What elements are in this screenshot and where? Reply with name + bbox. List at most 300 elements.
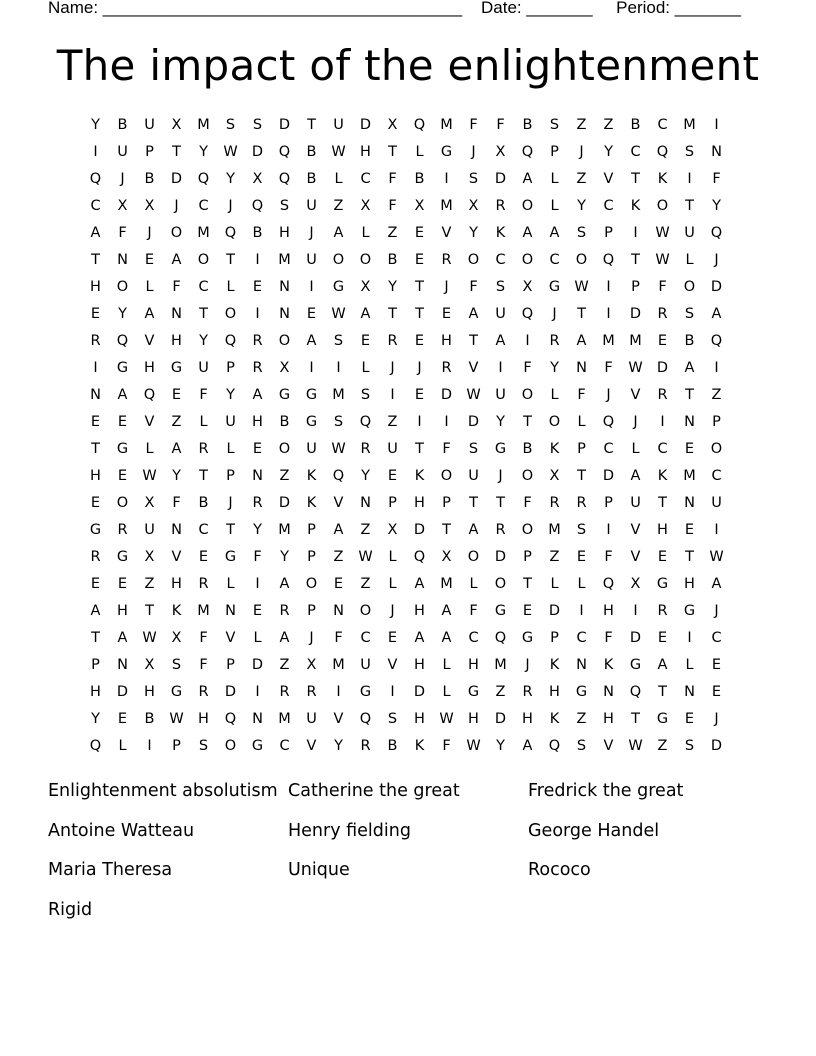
grid-letter[interactable]: E (252, 603, 263, 619)
grid-letter[interactable]: X (279, 360, 290, 376)
grid-letter[interactable]: F (496, 117, 505, 133)
grid-letter[interactable]: P (307, 549, 316, 565)
grid-letter[interactable]: Q (89, 171, 102, 187)
grid-letter[interactable]: C (90, 198, 101, 214)
grid-letter[interactable]: A (630, 468, 641, 484)
grid-letter[interactable]: G (629, 657, 642, 673)
grid-letter[interactable]: S (360, 387, 371, 403)
grid-letter[interactable]: T (523, 414, 532, 430)
grid-letter[interactable]: Y (334, 738, 343, 754)
grid-letter[interactable]: N (117, 657, 128, 673)
grid-letter[interactable]: A (171, 252, 182, 268)
grid-letter[interactable]: S (684, 738, 695, 754)
grid-letter[interactable]: T (91, 441, 100, 457)
grid-letter[interactable]: A (252, 387, 263, 403)
grid-letter[interactable]: F (334, 630, 343, 646)
grid-letter[interactable]: H (468, 711, 479, 727)
grid-letter[interactable]: K (603, 657, 614, 673)
grid-letter[interactable]: Q (521, 306, 534, 322)
grid-letter[interactable]: M (440, 198, 453, 214)
grid-letter[interactable]: U (684, 225, 695, 241)
grid-letter[interactable]: U (306, 711, 317, 727)
grid-letter[interactable]: W (331, 306, 346, 322)
grid-letter[interactable]: L (550, 171, 559, 187)
grid-letter[interactable]: V (603, 171, 614, 187)
grid-letter[interactable]: D (413, 684, 426, 700)
grid-letter[interactable]: Q (278, 171, 291, 187)
grid-letter[interactable]: C (711, 468, 722, 484)
grid-letter[interactable]: R (387, 333, 398, 349)
grid-letter[interactable]: Y (280, 549, 289, 565)
grid-letter[interactable]: Z (279, 657, 290, 673)
grid-letter[interactable]: D (494, 549, 507, 565)
grid-letter[interactable]: V (144, 333, 155, 349)
grid-letter[interactable]: S (252, 117, 263, 133)
grid-letter[interactable]: S (279, 198, 290, 214)
grid-letter[interactable]: P (226, 657, 235, 673)
grid-letter[interactable]: T (199, 468, 208, 484)
grid-letter[interactable]: W (466, 387, 481, 403)
grid-letter[interactable]: E (171, 387, 182, 403)
grid-letter[interactable]: E (90, 306, 101, 322)
grid-letter[interactable]: Q (224, 333, 237, 349)
grid-letter[interactable]: C (576, 630, 587, 646)
grid-letter[interactable]: J (417, 360, 422, 376)
grid-letter[interactable]: Q (548, 738, 561, 754)
grid-letter[interactable]: G (116, 441, 129, 457)
grid-letter[interactable]: D (413, 522, 426, 538)
grid-letter[interactable]: O (494, 576, 507, 592)
grid-letter[interactable]: Q (116, 333, 129, 349)
grid-letter[interactable]: H (441, 333, 452, 349)
grid-letter[interactable]: N (684, 495, 695, 511)
grid-letter[interactable]: N (171, 522, 182, 538)
grid-letter[interactable]: E (414, 387, 425, 403)
grid-letter[interactable]: X (360, 198, 371, 214)
grid-letter[interactable]: F (442, 738, 451, 754)
grid-letter[interactable]: T (469, 495, 478, 511)
grid-letter[interactable]: C (657, 117, 668, 133)
grid-letter[interactable]: L (577, 576, 586, 592)
grid-letter[interactable]: A (468, 306, 479, 322)
grid-letter[interactable]: E (414, 225, 425, 241)
grid-letter[interactable]: J (228, 495, 233, 511)
grid-letter[interactable]: F (523, 360, 532, 376)
grid-letter[interactable]: H (144, 684, 155, 700)
grid-letter[interactable]: M (548, 522, 561, 538)
grid-letter[interactable]: H (603, 711, 614, 727)
grid-letter[interactable]: N (333, 603, 344, 619)
grid-letter[interactable]: W (142, 630, 157, 646)
grid-letter[interactable]: I (444, 414, 449, 430)
grid-letter[interactable]: X (144, 495, 155, 511)
grid-letter[interactable]: S (333, 414, 344, 430)
grid-letter[interactable]: O (710, 441, 723, 457)
grid-letter[interactable]: E (90, 576, 101, 592)
grid-letter[interactable]: N (90, 387, 101, 403)
grid-letter[interactable]: I (606, 522, 611, 538)
grid-letter[interactable]: D (710, 738, 723, 754)
grid-letter[interactable]: Y (577, 198, 586, 214)
grid-letter[interactable]: A (468, 522, 479, 538)
grid-letter[interactable]: V (603, 738, 614, 754)
grid-letter[interactable]: H (414, 711, 425, 727)
grid-letter[interactable]: W (169, 711, 184, 727)
grid-letter[interactable]: R (198, 441, 209, 457)
grid-letter[interactable]: W (358, 549, 373, 565)
grid-letter[interactable]: B (252, 225, 263, 241)
grid-letter[interactable]: R (279, 684, 290, 700)
grid-letter[interactable]: E (306, 306, 317, 322)
grid-letter[interactable]: R (441, 360, 452, 376)
grid-letter[interactable]: H (90, 684, 101, 700)
grid-letter[interactable]: H (414, 657, 425, 673)
grid-letter[interactable]: U (198, 360, 209, 376)
grid-letter[interactable]: E (90, 495, 101, 511)
grid-letter[interactable]: M (197, 117, 210, 133)
grid-letter[interactable]: R (279, 603, 290, 619)
grid-letter[interactable]: N (684, 684, 695, 700)
grid-letter[interactable]: P (307, 603, 316, 619)
grid-letter[interactable]: U (225, 414, 236, 430)
grid-letter[interactable]: K (171, 603, 182, 619)
grid-letter[interactable]: R (657, 387, 668, 403)
grid-letter[interactable]: P (550, 630, 559, 646)
grid-letter[interactable]: O (683, 279, 696, 295)
grid-letter[interactable]: G (359, 684, 372, 700)
grid-letter[interactable]: T (226, 522, 235, 538)
grid-letter[interactable]: D (602, 468, 615, 484)
grid-letter[interactable]: F (604, 630, 613, 646)
grid-letter[interactable]: H (171, 576, 182, 592)
grid-letter[interactable]: I (606, 306, 611, 322)
grid-letter[interactable]: A (549, 225, 560, 241)
grid-letter[interactable]: Q (602, 252, 615, 268)
grid-letter[interactable]: O (170, 225, 183, 241)
grid-letter[interactable]: W (331, 441, 346, 457)
grid-letter[interactable]: L (226, 279, 235, 295)
grid-letter[interactable]: J (471, 144, 476, 160)
grid-letter[interactable]: G (332, 279, 345, 295)
grid-letter[interactable]: D (494, 171, 507, 187)
grid-letter[interactable]: I (660, 414, 665, 430)
grid-letter[interactable]: M (440, 576, 453, 592)
grid-letter[interactable]: G (116, 549, 129, 565)
grid-letter[interactable]: C (279, 738, 290, 754)
grid-letter[interactable]: O (278, 333, 291, 349)
grid-letter[interactable]: L (442, 657, 451, 673)
grid-letter[interactable]: R (90, 549, 101, 565)
grid-letter[interactable]: J (444, 279, 449, 295)
grid-letter[interactable]: F (604, 360, 613, 376)
grid-letter[interactable]: K (495, 225, 506, 241)
grid-letter[interactable]: N (603, 684, 614, 700)
grid-letter[interactable]: E (657, 549, 668, 565)
grid-letter[interactable]: T (199, 306, 208, 322)
grid-letter[interactable]: M (197, 603, 210, 619)
grid-letter[interactable]: L (145, 279, 154, 295)
grid-letter[interactable]: I (336, 360, 341, 376)
grid-letter[interactable]: E (117, 468, 128, 484)
grid-letter[interactable]: M (494, 657, 507, 673)
grid-letter[interactable]: N (279, 279, 290, 295)
grid-letter[interactable]: D (170, 171, 183, 187)
grid-letter[interactable]: J (714, 711, 719, 727)
grid-letter[interactable]: X (252, 171, 263, 187)
grid-letter[interactable]: T (388, 144, 397, 160)
grid-letter[interactable]: I (255, 252, 260, 268)
grid-letter[interactable]: Y (199, 144, 208, 160)
grid-letter[interactable]: R (657, 603, 668, 619)
grid-letter[interactable]: Y (118, 306, 127, 322)
grid-letter[interactable]: Q (710, 333, 723, 349)
grid-letter[interactable]: L (469, 576, 478, 592)
grid-letter[interactable]: E (576, 549, 587, 565)
grid-letter[interactable]: E (117, 576, 128, 592)
grid-letter[interactable]: T (172, 144, 181, 160)
grid-letter[interactable]: Y (226, 171, 235, 187)
grid-letter[interactable]: H (414, 603, 425, 619)
grid-letter[interactable]: R (360, 441, 371, 457)
grid-letter[interactable]: Q (359, 414, 372, 430)
grid-letter[interactable]: L (388, 576, 397, 592)
grid-letter[interactable]: V (333, 711, 344, 727)
grid-letter[interactable]: M (683, 468, 696, 484)
grid-letter[interactable]: E (387, 468, 398, 484)
grid-letter[interactable]: U (306, 441, 317, 457)
grid-letter[interactable]: G (278, 387, 291, 403)
grid-letter[interactable]: A (522, 738, 533, 754)
grid-letter[interactable]: H (468, 657, 479, 673)
grid-letter[interactable]: N (252, 468, 263, 484)
grid-letter[interactable]: G (656, 576, 669, 592)
grid-letter[interactable]: J (390, 360, 395, 376)
grid-letter[interactable]: O (548, 414, 561, 430)
grid-letter[interactable]: C (603, 441, 614, 457)
grid-letter[interactable]: S (387, 711, 398, 727)
grid-letter[interactable]: Y (172, 468, 181, 484)
grid-letter[interactable]: G (494, 603, 507, 619)
grid-letter[interactable]: R (360, 738, 371, 754)
grid-letter[interactable]: Y (361, 468, 370, 484)
grid-letter[interactable]: I (714, 360, 719, 376)
grid-letter[interactable]: X (117, 198, 128, 214)
grid-letter[interactable]: B (630, 117, 641, 133)
grid-letter[interactable]: H (117, 603, 128, 619)
grid-letter[interactable]: O (116, 495, 129, 511)
grid-letter[interactable]: J (714, 603, 719, 619)
grid-letter[interactable]: E (657, 333, 668, 349)
grid-letter[interactable]: S (549, 117, 560, 133)
grid-letter[interactable]: W (655, 225, 670, 241)
grid-letter[interactable]: V (468, 360, 479, 376)
grid-letter[interactable]: U (360, 657, 371, 673)
grid-letter[interactable]: T (388, 306, 397, 322)
grid-letter[interactable]: H (522, 711, 533, 727)
grid-letter[interactable]: A (522, 225, 533, 241)
grid-letter[interactable]: E (522, 603, 533, 619)
grid-letter[interactable]: A (414, 576, 425, 592)
grid-letter[interactable]: I (147, 738, 152, 754)
grid-letter[interactable]: L (361, 360, 370, 376)
grid-letter[interactable]: I (255, 684, 260, 700)
grid-letter[interactable]: G (305, 414, 318, 430)
grid-letter[interactable]: G (305, 387, 318, 403)
grid-letter[interactable]: L (388, 549, 397, 565)
grid-letter[interactable]: H (603, 603, 614, 619)
grid-letter[interactable]: E (414, 252, 425, 268)
grid-letter[interactable]: Y (226, 387, 235, 403)
grid-letter[interactable]: N (684, 414, 695, 430)
grid-letter[interactable]: X (387, 522, 398, 538)
grid-letter[interactable]: E (198, 549, 209, 565)
grid-letter[interactable]: R (576, 495, 587, 511)
grid-letter[interactable]: L (442, 684, 451, 700)
grid-letter[interactable]: D (467, 414, 480, 430)
grid-letter[interactable]: A (279, 576, 290, 592)
grid-letter[interactable]: V (441, 225, 452, 241)
grid-letter[interactable]: A (306, 333, 317, 349)
grid-letter[interactable]: P (145, 144, 154, 160)
grid-letter[interactable]: R (522, 684, 533, 700)
grid-letter[interactable]: C (360, 630, 371, 646)
grid-letter[interactable]: T (577, 306, 586, 322)
grid-letter[interactable]: V (630, 387, 641, 403)
grid-letter[interactable]: B (144, 171, 155, 187)
grid-letter[interactable]: H (144, 360, 155, 376)
grid-letter[interactable]: Z (576, 711, 587, 727)
grid-letter[interactable]: H (549, 684, 560, 700)
grid-letter[interactable]: S (684, 306, 695, 322)
grid-letter[interactable]: P (388, 495, 397, 511)
grid-letter[interactable]: K (657, 171, 668, 187)
grid-letter[interactable]: X (360, 279, 371, 295)
grid-letter[interactable]: Q (413, 549, 426, 565)
grid-letter[interactable]: O (305, 576, 318, 592)
grid-letter[interactable]: H (90, 279, 101, 295)
grid-letter[interactable]: M (629, 333, 642, 349)
grid-letter[interactable]: R (549, 333, 560, 349)
grid-letter[interactable]: X (306, 657, 317, 673)
grid-letter[interactable]: T (631, 711, 640, 727)
grid-letter[interactable]: V (333, 495, 344, 511)
grid-letter[interactable]: D (656, 360, 669, 376)
grid-letter[interactable]: A (279, 630, 290, 646)
grid-letter[interactable]: U (387, 441, 398, 457)
grid-letter[interactable]: S (468, 441, 479, 457)
grid-letter[interactable]: P (550, 144, 559, 160)
grid-letter[interactable]: J (174, 198, 179, 214)
grid-letter[interactable]: T (307, 117, 316, 133)
grid-letter[interactable]: W (331, 144, 346, 160)
grid-letter[interactable]: N (576, 360, 587, 376)
grid-letter[interactable]: O (521, 252, 534, 268)
grid-letter[interactable]: L (685, 657, 694, 673)
grid-letter[interactable]: E (252, 441, 263, 457)
grid-letter[interactable]: C (549, 252, 560, 268)
grid-letter[interactable]: B (387, 738, 398, 754)
grid-letter[interactable]: N (360, 495, 371, 511)
grid-letter[interactable]: Z (360, 576, 371, 592)
grid-letter[interactable]: W (628, 360, 643, 376)
grid-letter[interactable]: I (390, 387, 395, 403)
grid-letter[interactable]: W (574, 279, 589, 295)
grid-letter[interactable]: L (253, 630, 262, 646)
grid-letter[interactable]: D (548, 603, 561, 619)
grid-letter[interactable]: O (278, 441, 291, 457)
grid-letter[interactable]: V (144, 414, 155, 430)
grid-letter[interactable]: Z (360, 522, 371, 538)
grid-letter[interactable]: K (657, 468, 668, 484)
grid-letter[interactable]: F (199, 657, 208, 673)
grid-letter[interactable]: F (577, 387, 586, 403)
grid-letter[interactable]: I (309, 279, 314, 295)
grid-letter[interactable]: Q (710, 225, 723, 241)
grid-letter[interactable]: O (224, 738, 237, 754)
grid-letter[interactable]: K (549, 657, 560, 673)
grid-letter[interactable]: S (198, 738, 209, 754)
grid-letter[interactable]: C (198, 279, 209, 295)
grid-letter[interactable]: Y (253, 522, 262, 538)
grid-letter[interactable]: U (306, 198, 317, 214)
grid-letter[interactable]: R (90, 333, 101, 349)
grid-letter[interactable]: I (444, 171, 449, 187)
grid-letter[interactable]: P (631, 279, 640, 295)
grid-letter[interactable]: I (93, 360, 98, 376)
grid-letter[interactable]: O (521, 522, 534, 538)
grid-letter[interactable]: U (711, 495, 722, 511)
grid-letter[interactable]: Y (91, 711, 100, 727)
grid-letter[interactable]: Q (89, 738, 102, 754)
grid-letter[interactable]: U (306, 252, 317, 268)
grid-letter[interactable]: I (606, 279, 611, 295)
grid-letter[interactable]: A (90, 225, 101, 241)
grid-letter[interactable]: U (495, 306, 506, 322)
grid-letter[interactable]: T (658, 684, 667, 700)
grid-letter[interactable]: A (711, 306, 722, 322)
grid-letter[interactable]: A (360, 306, 371, 322)
grid-letter[interactable]: P (226, 360, 235, 376)
grid-letter[interactable]: P (712, 414, 721, 430)
grid-letter[interactable]: L (685, 252, 694, 268)
grid-letter[interactable]: A (495, 333, 506, 349)
grid-letter[interactable]: J (579, 144, 584, 160)
grid-letter[interactable]: B (198, 495, 209, 511)
grid-letter[interactable]: B (117, 117, 128, 133)
grid-letter[interactable]: G (575, 684, 588, 700)
grid-letter[interactable]: T (469, 333, 478, 349)
grid-letter[interactable]: R (549, 495, 560, 511)
grid-letter[interactable]: L (145, 441, 154, 457)
grid-letter[interactable]: T (415, 306, 424, 322)
grid-letter[interactable]: G (89, 522, 102, 538)
grid-letter[interactable]: C (630, 144, 641, 160)
grid-letter[interactable]: X (144, 549, 155, 565)
grid-letter[interactable]: O (359, 252, 372, 268)
grid-letter[interactable]: E (90, 414, 101, 430)
grid-letter[interactable]: X (144, 198, 155, 214)
grid-letter[interactable]: Q (278, 144, 291, 160)
grid-letter[interactable]: T (91, 252, 100, 268)
grid-letter[interactable]: A (171, 441, 182, 457)
grid-letter[interactable]: L (226, 576, 235, 592)
grid-letter[interactable]: L (118, 738, 127, 754)
date-field-label[interactable]: Date: _______ (480, 0, 593, 17)
grid-letter[interactable]: X (549, 468, 560, 484)
grid-letter[interactable]: Q (332, 468, 345, 484)
grid-letter[interactable]: O (467, 252, 480, 268)
grid-letter[interactable]: O (359, 603, 372, 619)
